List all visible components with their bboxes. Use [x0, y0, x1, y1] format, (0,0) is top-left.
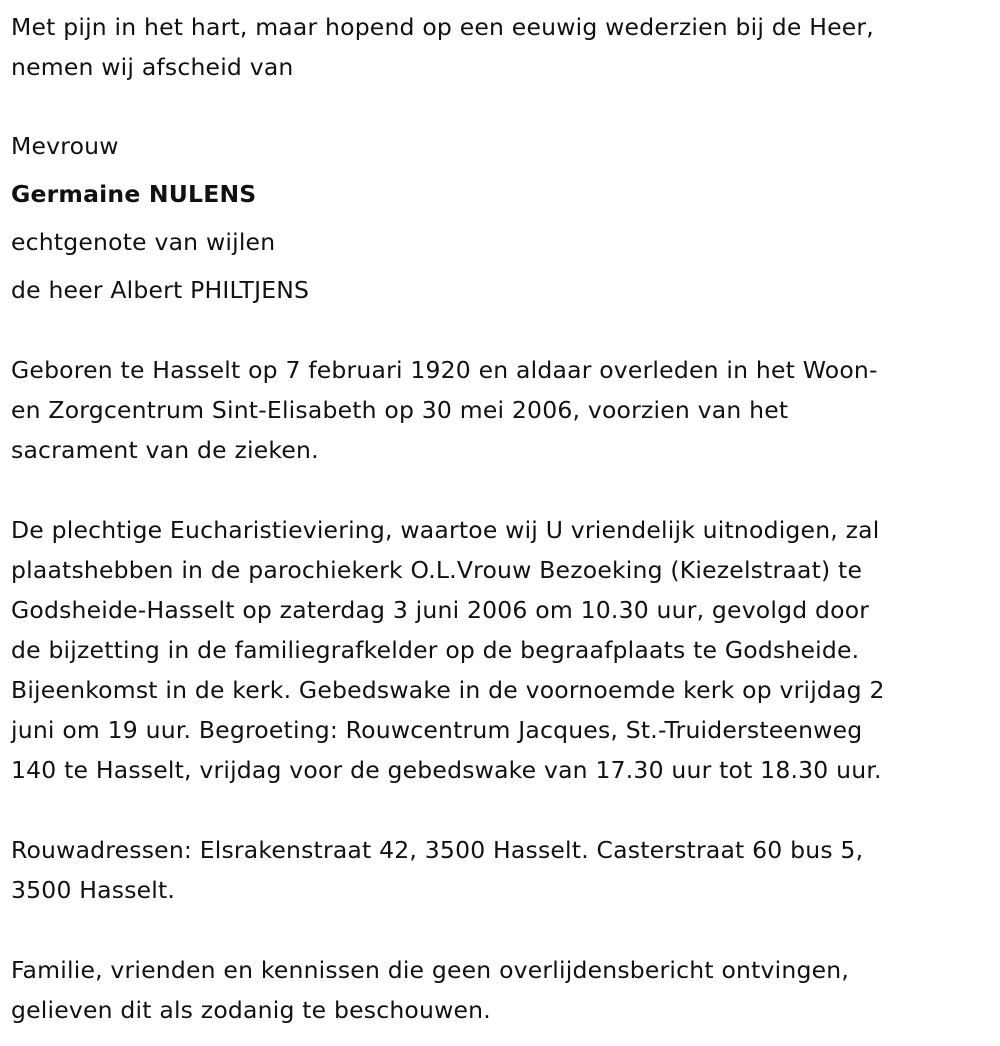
birth-death-line: sacrament van de zieken. [11, 436, 319, 464]
deceased-relation: echtgenote van wijlen [11, 228, 276, 256]
addresses-line: Rouwadressen: Elsrakenstraat 42, 3500 Hasselt. Casterstraat 60 bus 5, [11, 836, 864, 864]
intro-line-2: nemen wij afscheid van [11, 53, 294, 81]
addresses-line: 3500 Hasselt. [11, 876, 176, 904]
ceremony-line: Bijeenkomst in de kerk. Gebedswake in de voornoemde kerk op vrijdag 2 [11, 676, 885, 704]
deceased-title: Mevrouw [11, 132, 119, 160]
ceremony-line: De plechtige Eucharistieviering, waartoe wij U vriendelijk uitnodigen, zal [11, 516, 880, 544]
deceased-name: Germaine NULENS [11, 180, 257, 208]
birth-death-line: en Zorgcentrum Sint-Elisabeth op 30 mei 2006, voorzien van het [11, 396, 789, 424]
ceremony-line: Godsheide-Hasselt op zaterdag 3 juni 2006 om 10.30 uur, gevolgd door [11, 596, 870, 624]
ceremony-line: plaatshebben in de parochiekerk O.L.Vrouw Bezoeking (Kiezelstraat) te [11, 556, 863, 584]
closing-line: gelieven dit als zodanig te beschouwen. [11, 996, 491, 1024]
closing-line: Familie, vrienden en kennissen die geen overlijdensbericht ontvingen, [11, 956, 849, 984]
birth-death-line: Geboren te Hasselt op 7 februari 1920 en aldaar overleden in het Woon- [11, 356, 878, 384]
intro-line-1: Met pijn in het hart, maar hopend op een eeuwig wederzien bij de Heer, [11, 13, 874, 41]
deceased-spouse: de heer Albert PHILTJENS [11, 276, 310, 304]
ceremony-line: de bijzetting in de familiegrafkelder op de begraafplaats te Godsheide. [11, 636, 860, 664]
ceremony-line: juni om 19 uur. Begroeting: Rouwcentrum Jacques, St.-Truidersteenweg [11, 716, 863, 744]
ceremony-line: 140 te Hasselt, vrijdag voor de gebedswake van 17.30 uur tot 18.30 uur. [11, 756, 882, 784]
